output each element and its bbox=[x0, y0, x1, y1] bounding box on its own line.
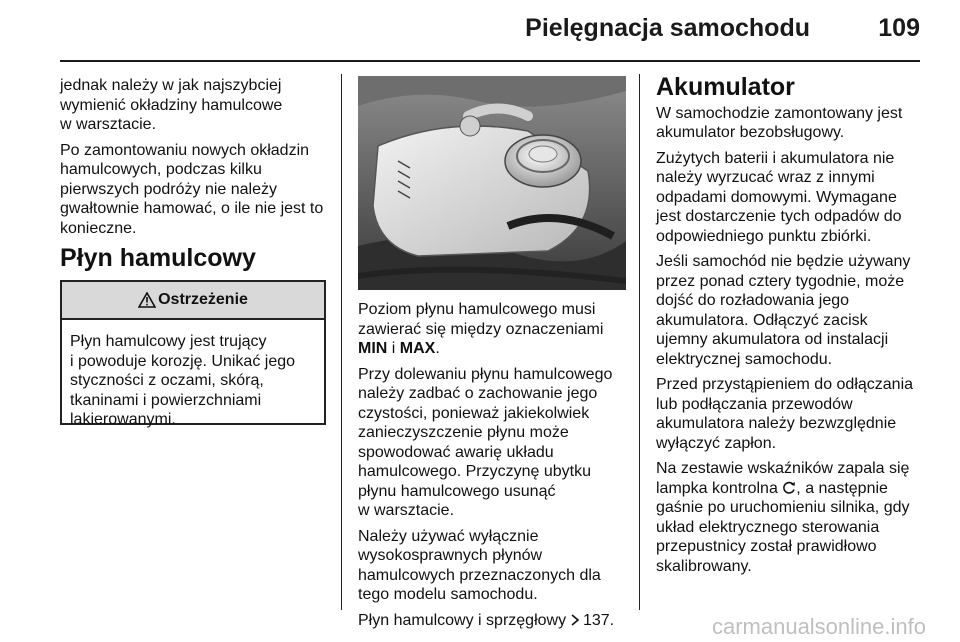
paragraph: Zużytych baterii i akumulatora nie należy wyrzucać wraz z innymi odpadami domowymi. Wymagane jest dostarczenie tych odpadów do odpowiedniego punktu zbiórki. bbox=[656, 149, 902, 245]
page-number: 109 bbox=[878, 14, 920, 42]
max-marker-label: MAX bbox=[399, 340, 436, 357]
warning-label: Ostrzeżenie bbox=[158, 291, 248, 308]
text-run: Poziom płynu hamulcowego musi zawierać się między oznaczeniami bbox=[358, 301, 604, 338]
paragraph: jednak należy w jak najszybciej wymienić okładziny hamulcowe w warsztacie. bbox=[60, 77, 283, 133]
warning-triangle-icon bbox=[138, 292, 156, 308]
paragraph: Jeśli samochód nie będzie używany przez ponad cztery tygodnie, może dojść do rozładowania jego akumulatora. Odłączyć zacisk ujemny akumulatora od instalacji elektrycznej samochodu. bbox=[656, 253, 911, 368]
text-run: Na zestawie wskaźników zapala się lampka kontrolna bbox=[656, 460, 910, 497]
text-run: , a następnie gaśnie po uruchomieniu silnika, gdy układ elektrycznego sterowania przepustnicy został prawidłowo skalibrowany. bbox=[656, 479, 910, 575]
paragraph-control-lamp bbox=[656, 459, 924, 576]
brake-fluid-reservoir-photo bbox=[358, 76, 626, 290]
watermark: carmanualsonline.info bbox=[711, 614, 926, 639]
column-middle bbox=[358, 300, 628, 636]
column-left bbox=[60, 76, 330, 244]
column-divider-left bbox=[341, 74, 342, 610]
min-marker-label: MIN bbox=[358, 340, 388, 357]
warning-box bbox=[60, 280, 326, 428]
column-right bbox=[656, 73, 924, 582]
page-reference[interactable] bbox=[358, 611, 628, 631]
paragraph: Przy dolewaniu płynu hamulcowego należy zadbać o zachowanie jego czystości, ponieważ jakiekolwiek zanieczyszczenie płynu może spowodować awarię układu hamulcowego. Przyczynę ubytku płynu hamulcowego usunąć w warsztacie. bbox=[358, 365, 613, 519]
paragraph: W samochodzie zamontowany jest akumulator bezobsługowy. bbox=[656, 104, 903, 141]
reference-page: 137. bbox=[578, 611, 615, 629]
warning-text: Płyn hamulcowy jest trujący i powoduje korozję. Unikać jego styczności z oczami, skórą, tkaninami i powierzchniami lakierowanymi. bbox=[70, 333, 296, 428]
reference-text: Płyn hamulcowy i sprzęgłowy bbox=[358, 611, 571, 629]
throttle-control-lamp-icon bbox=[782, 481, 796, 495]
warning-header bbox=[62, 282, 324, 320]
section-heading-battery: Akumulator bbox=[656, 73, 795, 101]
paragraph: Należy używać wyłącznie wysokosprawnych płynów hamulcowych przeznaczonych dla tego modelu samochodu. bbox=[358, 527, 601, 603]
section-heading-brake-fluid: Płyn hamulcowy bbox=[60, 244, 256, 272]
page-reference-arrow-icon bbox=[571, 614, 579, 626]
header-rule bbox=[60, 60, 920, 62]
column-divider-right bbox=[639, 74, 640, 610]
text-run: i bbox=[387, 340, 400, 357]
page-title: Pielęgnacja samochodu bbox=[525, 14, 810, 42]
paragraph: Przed przystąpieniem do odłączania lub podłączania przewodów akumulatora należy bezwzględnie wyłączyć zapłon. bbox=[656, 376, 914, 452]
paragraph: Po zamontowaniu nowych okładzin hamulcowych, podczas kilku pierwszych podróży nie należy gwałtownie hamować, o ile nie jest to konieczne. bbox=[60, 141, 324, 237]
text-run: . bbox=[435, 340, 440, 357]
paragraph-min-max bbox=[358, 300, 628, 359]
